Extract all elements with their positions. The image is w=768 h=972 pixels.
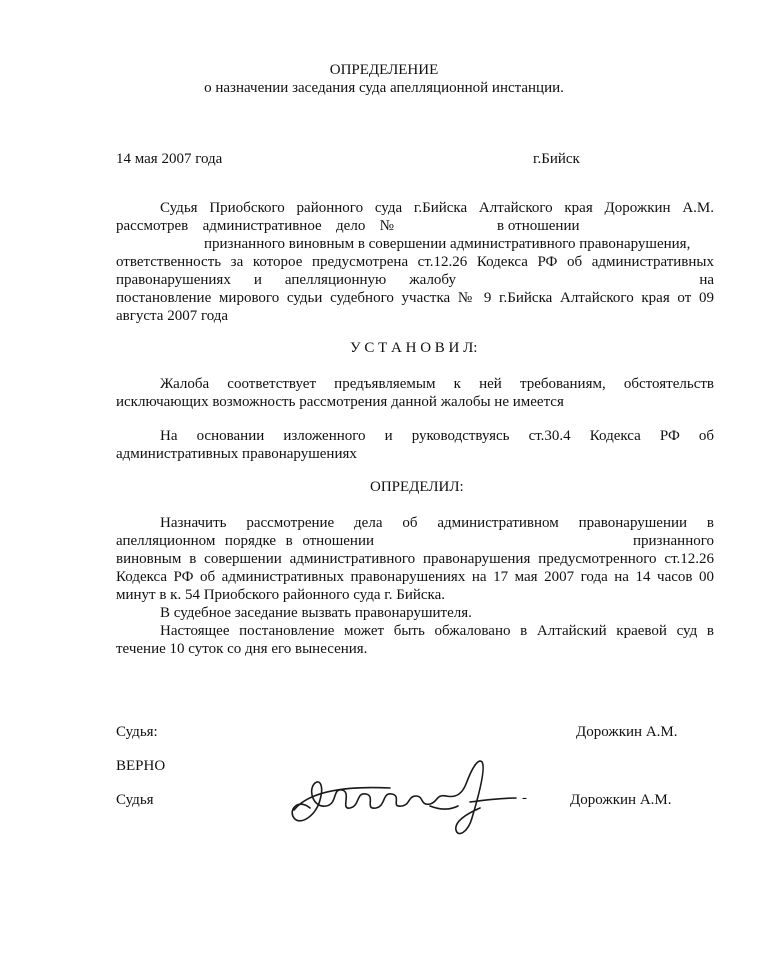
signature-dash: -: [522, 790, 527, 806]
ustanovil-paragraph-1: [116, 375, 714, 411]
judge2-name: Дорожкин А.М.: [570, 792, 672, 808]
recognized-label: признанного: [633, 533, 714, 549]
opredelil-paragraph: [116, 514, 714, 658]
intro-paragraph: [116, 199, 714, 325]
intro-line: Судья Приобского районного суда г.Бийска Алтайского края Дорожкин А.М.: [160, 200, 714, 216]
paragraph-line: виновным в совершении административного правонарушения предусмотренного ст.12.26: [116, 551, 714, 567]
on-label: на: [699, 272, 714, 288]
appeal-label: правонарушениях и апелляционную жалобу: [116, 272, 456, 288]
document-date: 14 мая 2007 года: [116, 151, 223, 167]
paragraph-line: Настоящее постановление может быть обжаловано в Алтайский краевой суд в: [160, 623, 714, 639]
paragraph-line: Кодекса РФ об административных правонарушениях на 17 мая 2007 года на 14 часов 00: [116, 569, 714, 585]
document-subtitle: о назначении заседания суда апелляционной инстанции.: [204, 80, 564, 96]
intro-line: ответственность за которое предусмотрена ст.12.26 Кодекса РФ об административных: [116, 254, 714, 270]
judge-label: Судья:: [116, 724, 158, 740]
paragraph-line: На основании изложенного и руководствуясь ст.30.4 Кодекса РФ об: [160, 428, 714, 444]
paragraph-line: В судебное заседание вызвать правонарушителя.: [160, 605, 472, 621]
document-city: г.Бийск: [533, 151, 580, 167]
paragraph-line: [116, 532, 714, 550]
verno-label: ВЕРНО: [116, 758, 166, 774]
case-number-label: рассмотрев административное дело №: [116, 218, 394, 234]
intro-line: постановление мирового судьи судебного участка № 9 г.Бийска Алтайского края от 09: [116, 290, 714, 306]
paragraph-line: Назначить рассмотрение дела об административном правонарушении в: [160, 515, 714, 531]
ustanovil-paragraph-2: [116, 427, 714, 463]
handwritten-signature: [280, 748, 520, 843]
ustanovil-heading: У С Т А Н О В И Л:: [350, 340, 478, 356]
intro-line: [116, 217, 714, 235]
opredelil-heading: ОПРЕДЕЛИЛ:: [370, 479, 464, 495]
document-title: ОПРЕДЕЛЕНИЕ: [329, 62, 439, 78]
judge2-label: Судья: [116, 792, 154, 808]
paragraph-line: административных правонарушениях: [116, 446, 357, 462]
intro-line: признанного виновным в совершении административного правонарушения,: [204, 236, 691, 252]
paragraph-line: минут в к. 54 Приобского районного суда г. Бийска.: [116, 587, 446, 603]
paragraph-line: исключающих возможность рассмотрения данной жалобы не имеется: [116, 394, 564, 410]
intro-line: августа 2007 года: [116, 308, 229, 324]
paragraph-line: Жалоба соответствует предъявляемым к ней требованиям, обстоятельств: [160, 376, 714, 392]
appeal-order-label: апелляционном порядке в отношении: [116, 533, 374, 549]
paragraph-line: течение 10 суток со дня его вынесения.: [116, 641, 368, 657]
intro-line: [116, 271, 714, 289]
judge-name: Дорожкин А.М.: [576, 724, 678, 740]
regarding-label: в отношении: [497, 218, 580, 234]
